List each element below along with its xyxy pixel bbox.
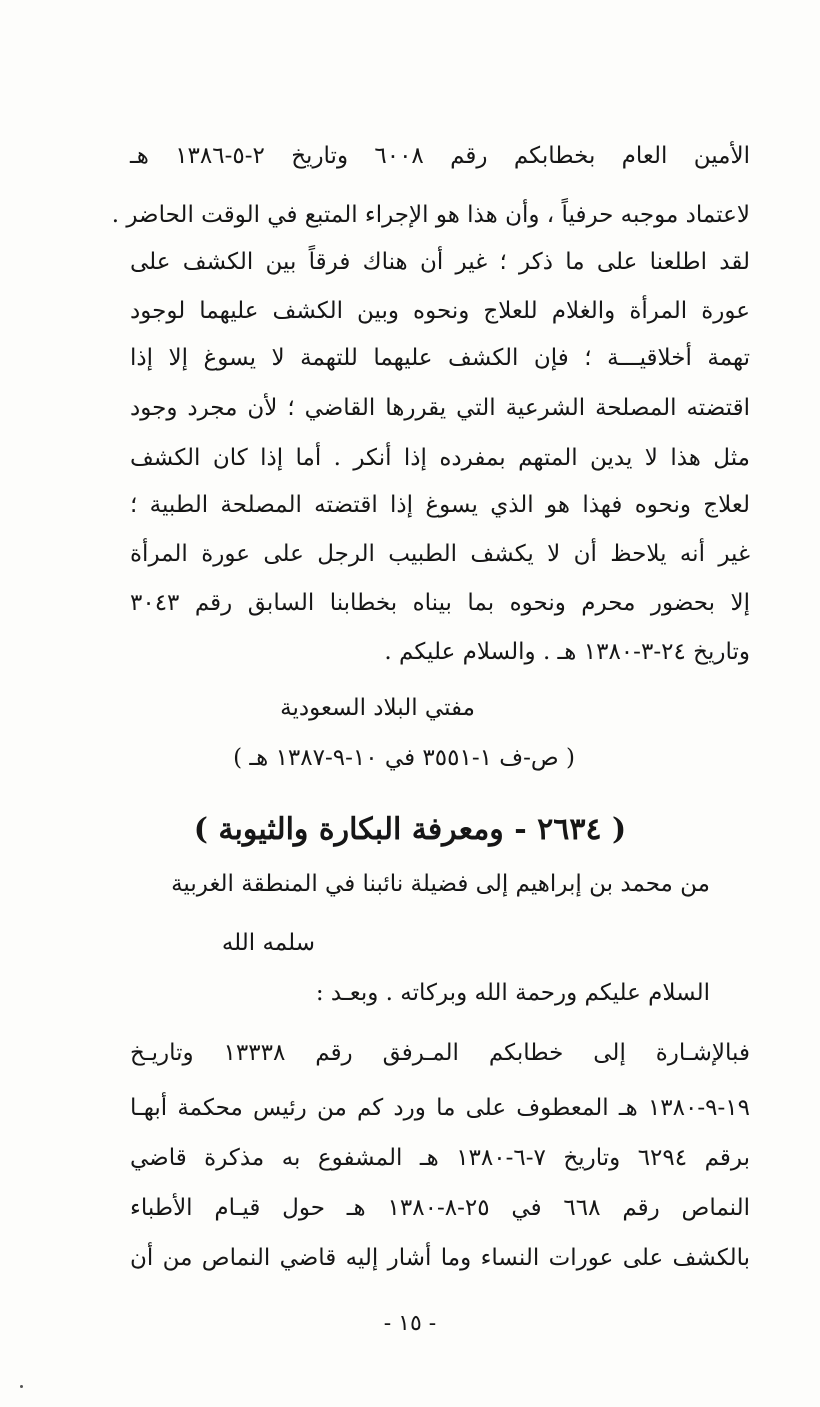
body-line: غير أنه يلاحظ أن لا يكشف الطبيب الرجل على عورة المرأة	[130, 541, 750, 567]
body-line: مثل هذا لا يدين المتهم بمفرده إذا أنكر . أما إذا كان الكشف	[130, 445, 750, 471]
scan-speck	[20, 1385, 23, 1388]
body-line: الأمين العام بخطابكم رقم ٦٠٠٨ وتاريخ ٢-٥-١٣٨٦ هـ	[130, 143, 750, 169]
body-line: النماص رقم ٦٦٨ في ٢٥-٨-١٣٨٠ هـ حول قيـام الأطباء	[130, 1195, 751, 1221]
page-number: - ١٥ -	[383, 1311, 437, 1336]
body-line: فبالإشـارة إلى خطابكم المـرفق رقم ١٣٣٣٨ وتاريـخ	[130, 1040, 750, 1066]
body-line-last: وتاريخ ٢٤-٣-١٣٨٠ هـ . والسلام عليكم .	[384, 639, 750, 665]
body-line: لعلاج ونحوه فهذا هو الذي يسوغ إذا اقتضته المصلحة الطبية ؛	[130, 492, 750, 518]
body-line: إلا بحضور محرم ونحوه بما بيناه بخطابنا السابق رقم ٣٠٤٣	[130, 590, 750, 616]
body-line: برقم ٦٢٩٤ وتاريخ ٧-٦-١٣٨٠ هـ المشفوع به مذكرة قاضي	[130, 1145, 750, 1171]
body-line: عورة المرأة والغلام للعلاج ونحوه وبين الكشف عليهما لوجود	[130, 298, 750, 324]
body-line: اقتضته المصلحة الشرعية التي يقررها القاضي ؛ لأن مجرد وجود	[130, 395, 750, 421]
body-line: تهمة أخلاقيـــة ؛ فإن الكشف عليهما للتهمة لا يسوغ إلا إذا	[130, 345, 750, 371]
body-line: بالكشف على عورات النساء وما أشار إليه قاضي النماص من أن	[130, 1245, 750, 1271]
body-line: لقد اطلعنا على ما ذكر ؛ غير أن هناك فرقاً بين الكشف على	[130, 249, 750, 275]
blessing-line: سلمه الله	[221, 930, 315, 956]
signature: مفتي البلاد السعودية	[280, 695, 475, 721]
reference-note: ( ص-ف ١-٣٥٥١ في ١٠-٩-١٣٨٧ هـ )	[233, 745, 575, 771]
from-line: من محمد بن إبراهيم إلى فضيلة نائبنا في المنطقة الغربية	[171, 871, 710, 897]
section-heading: ( ٢٦٣٤ - ومعرفة البكارة والثيوبة )	[193, 812, 627, 847]
body-line: ١٩-٩-١٣٨٠ هـ المعطوف على ما ورد كم من رئيس محكمة أبهـا	[130, 1095, 750, 1121]
body-line: لاعتماد موجبه حرفياً ، وأن هذا هو الإجراء المتبع في الوقت الحاضر .	[111, 202, 750, 228]
greeting-line: السلام عليكم ورحمة الله وبركاته . وبعـد :	[315, 980, 710, 1006]
